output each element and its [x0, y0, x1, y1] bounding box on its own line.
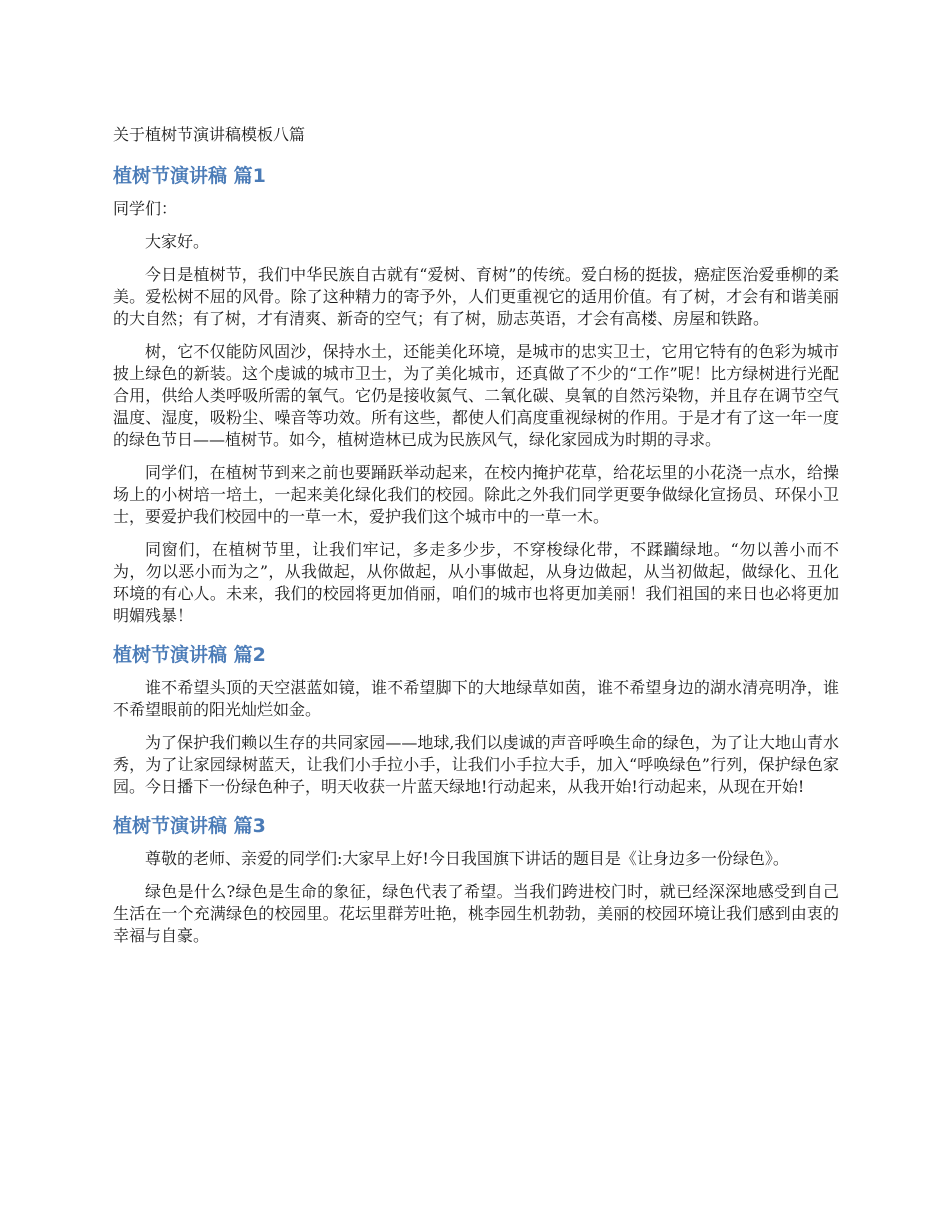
section-1 — [113, 162, 839, 627]
paragraph: 谁不希望头顶的天空湛蓝如镜，谁不希望脚下的大地绿草如茵，谁不希望身边的湖水清亮明净，谁不希望眼前的阳光灿烂如金。 — [113, 678, 839, 719]
paragraph: 同学们，在植树节到来之前也要踊跃举动起来，在校内掩护花草，给花坛里的小花浇一点水，给操场上的小树培一培土，一起来美化绿化我们的校园。除此之外我们同学更要争做绿化宣扬员、环保小卫士，要爱护我们校园中的一草一木，爱护我们这个城市中的一草一木。 — [113, 463, 839, 526]
document-title: 关于植树节演讲稿模板八篇 — [113, 125, 306, 144]
section-3 — [113, 812, 839, 947]
paragraph: 为了保护我们赖以生存的共同家园——地球,我们以虔诚的声音呼唤生命的绿色，为了让大地山青水秀，为了让家园绿树蓝天，让我们小手拉小手，让我们小手拉大手，加入“呼唤绿色”行列，保护绿色家园。今日播下一份绿色种子，明天收获一片蓝天绿地!行动起来，从我开始!行动起来，从现在开始! — [113, 733, 839, 796]
paragraph: 大家好。 — [145, 232, 210, 251]
section-heading: 植树节演讲稿 篇3 — [113, 815, 266, 837]
paragraph: 树，它不仅能防风固沙，保持水土，还能美化环境，是城市的忠实卫士，它用它特有的色彩为城市披上绿色的新装。这个虔诚的城市卫士，为了美化城市，还真做了不少的“工作”呢！比方绿树进行光配合用，供给人类呼吸所需的氧气。它仍是接收氮气、二氧化碳、臭氧的自然污染物，并且存在调节空气温度、湿度，吸粉尘、噪音等功效。所有这些，都使人们高度重视绿树的作用。于是才有了这一年一度的绿色节日——植树节。如今，植树造林已成为民族风气，绿化家园成为时期的寻求。 — [113, 342, 839, 449]
paragraph: 绿色是什么?绿色是生命的象征，绿色代表了希望。当我们跨进校门时，就已经深深地感受到自己生活在一个充满绿色的校园里。花坛里群芳吐艳，桃李园生机勃勃，美丽的校园环境让我们感到由衷的幸福与自豪。 — [113, 882, 839, 945]
section-heading: 植树节演讲稿 篇2 — [113, 644, 266, 666]
section-2 — [113, 641, 839, 798]
paragraph: 今日是植树节，我们中华民族自古就有“爱树、育树”的传统。爱白杨的挺拔，癌症医治爱垂柳的柔美。爱松树不屈的风骨。除了这种精力的寄予外，人们更重视它的适用价值。有了树，才会有和谐美丽的大自然；有了树，才有清爽、新奇的空气；有了树，励志英语，才会有高楼、房屋和铁路。 — [113, 265, 839, 328]
paragraph: 同学们： — [113, 199, 178, 218]
section-heading: 植树节演讲稿 篇1 — [113, 165, 266, 187]
paragraph: 同窗们，在植树节里，让我们牢记，多走多少步，不穿梭绿化带，不蹂躏绿地。“勿以善小而不为，勿以恶小而为之”，从我做起，从你做起，从小事做起，从身边做起，从当初做起，做绿化、丑化环境的有心人。未来，我们的校园将更加俏丽，咱们的城市也将更加美丽！我们祖国的来日也必将更加明媚残暴！ — [113, 540, 839, 625]
document-body — [113, 122, 839, 958]
paragraph: 尊敬的老师、亲爱的同学们:大家早上好!今日我国旗下讲话的题目是《让身边多一份绿色》。 — [145, 849, 789, 868]
